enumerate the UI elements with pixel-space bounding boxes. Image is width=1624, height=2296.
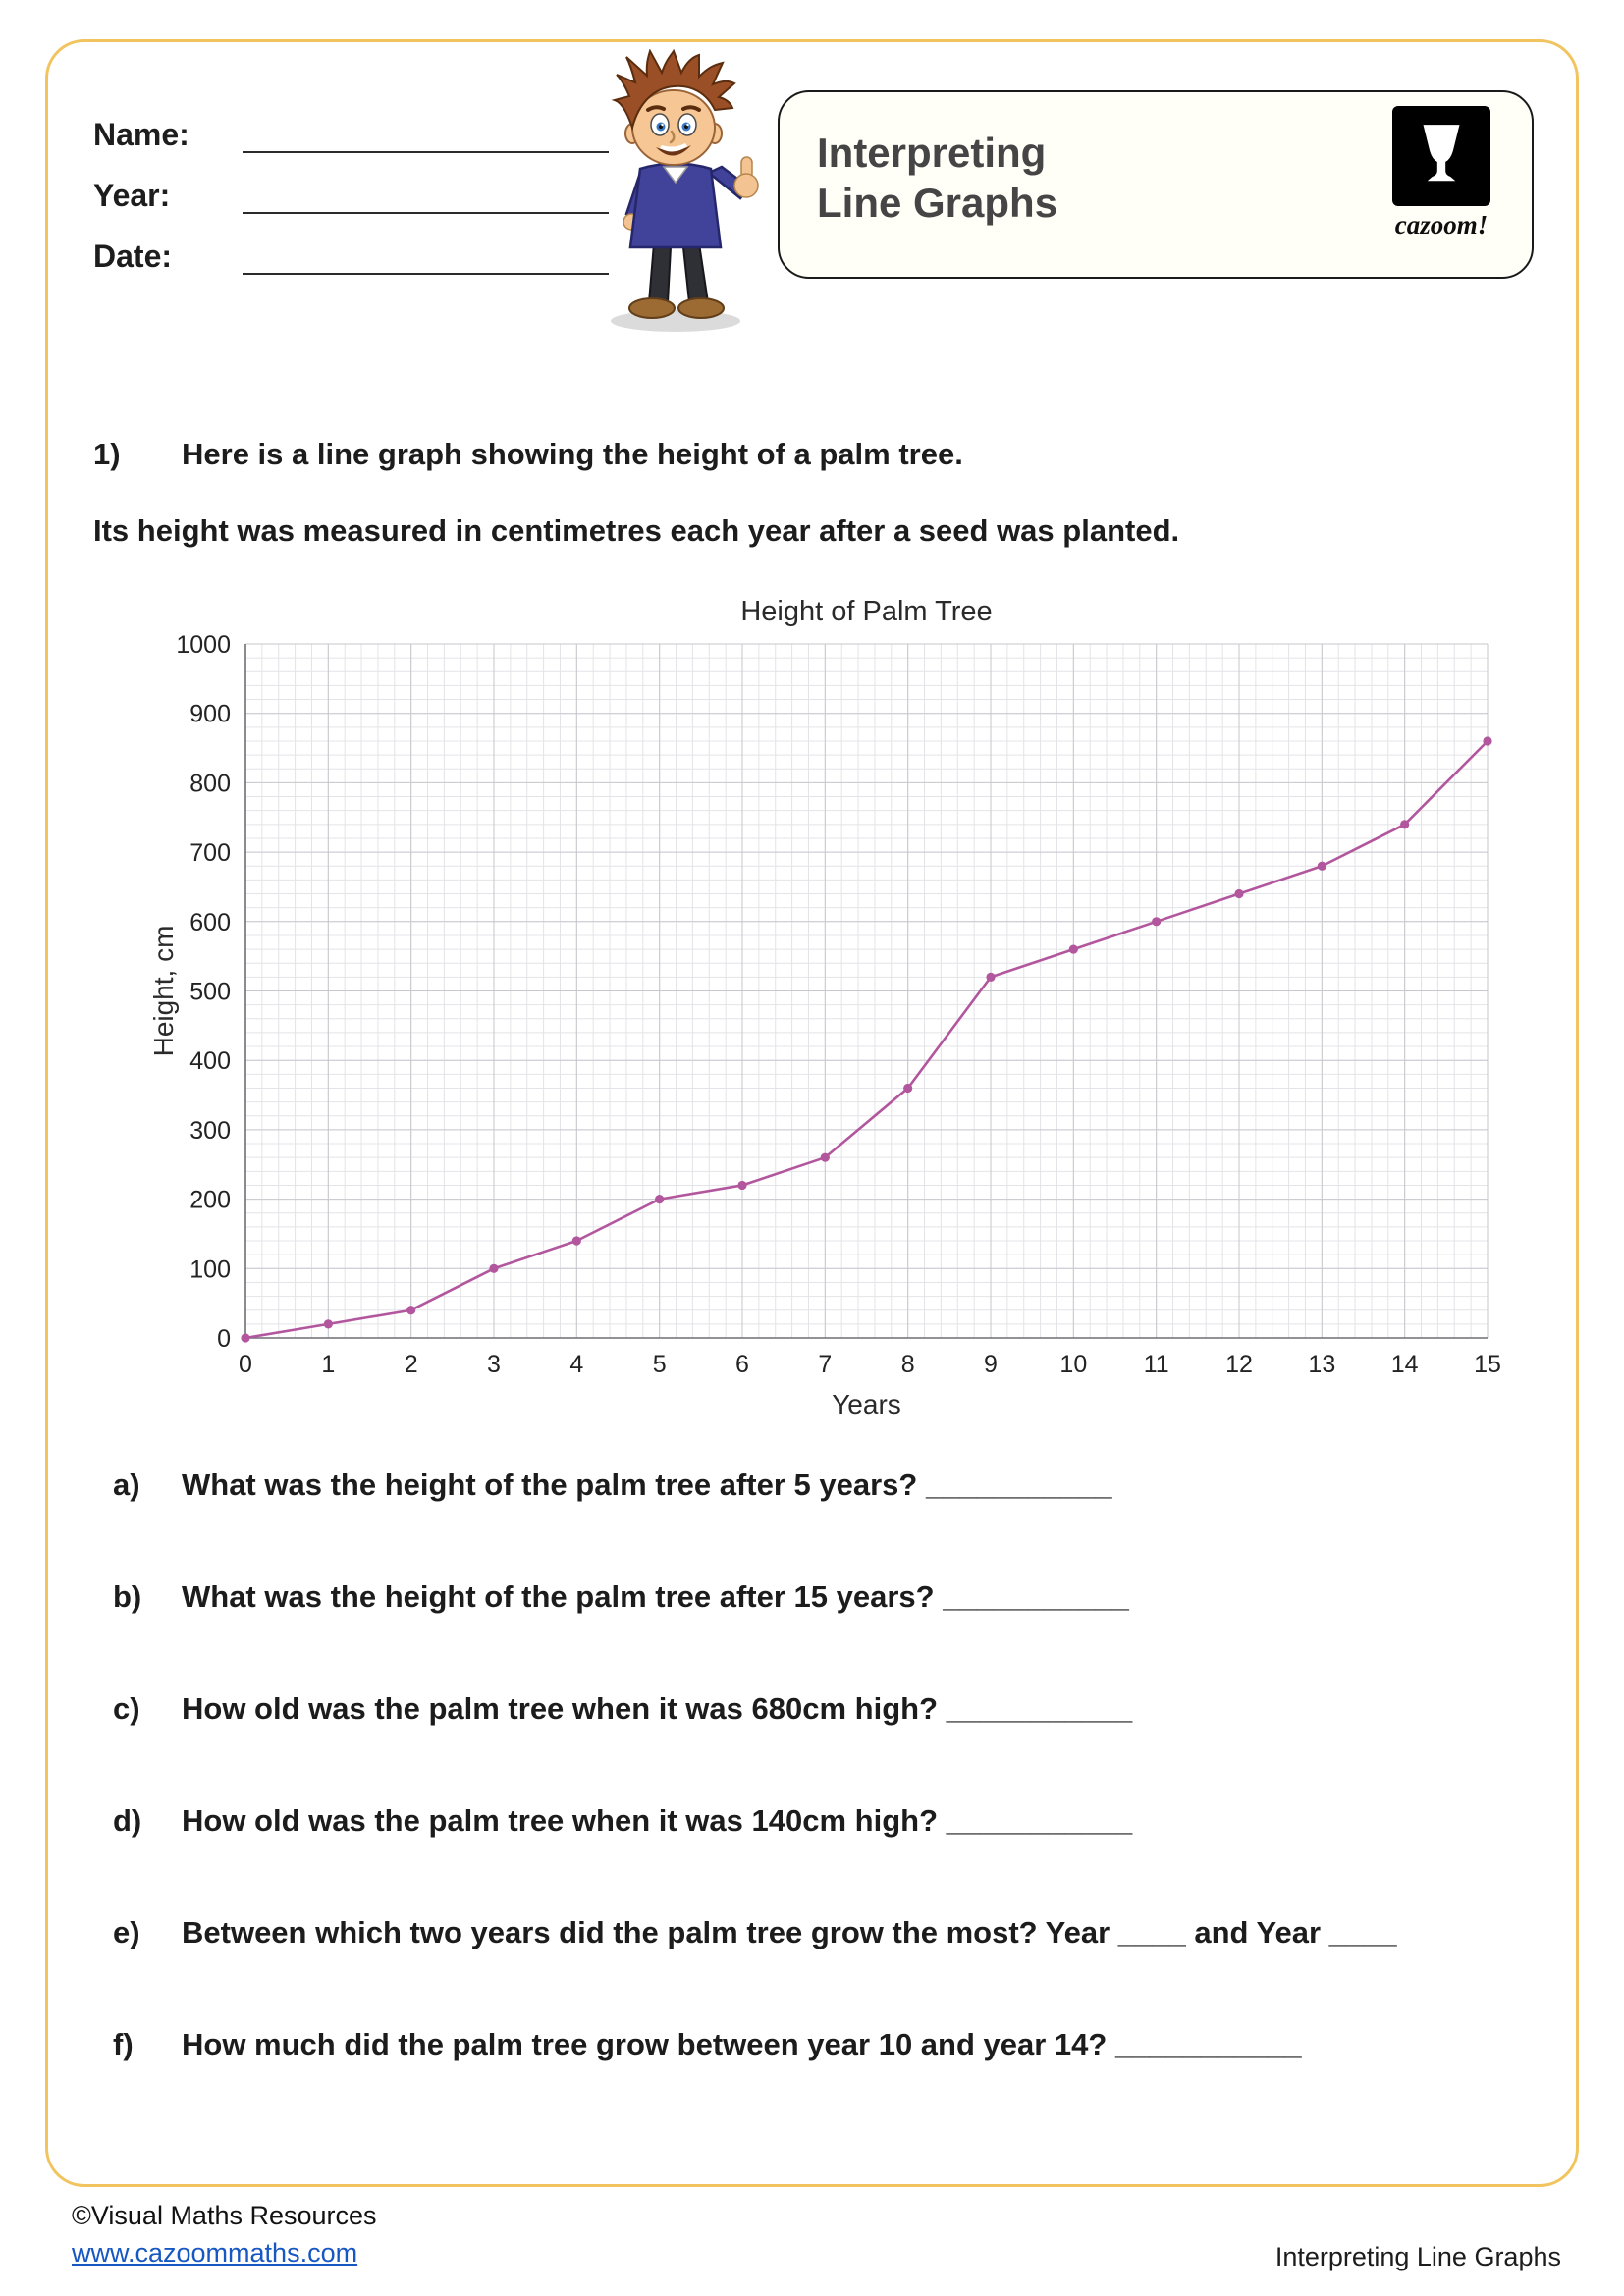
svg-text:7: 7: [818, 1351, 833, 1378]
question-d: [113, 1800, 1537, 1842]
svg-text:Height of Palm Tree: Height of Palm Tree: [740, 596, 993, 627]
date-blank-line: [243, 240, 609, 275]
question-f: [113, 2024, 1537, 2065]
svg-text:9: 9: [984, 1351, 998, 1378]
question-c-label: c): [113, 1691, 140, 1726]
cazoom-logo-text: cazoom!: [1394, 210, 1489, 240]
svg-text:14: 14: [1390, 1351, 1419, 1378]
svg-text:900: 900: [189, 700, 231, 728]
question-b-text: What was the height of the palm tree after 15 years? ___________: [182, 1579, 1129, 1614]
date-label: Date:: [93, 239, 173, 274]
shoe: [678, 298, 724, 318]
svg-text:300: 300: [189, 1116, 231, 1145]
question-1-number: 1): [93, 437, 121, 471]
chart-container: [147, 587, 1542, 1433]
question-f-label: f): [113, 2027, 134, 2061]
copyright-text: ©Visual Maths Resources: [72, 2201, 377, 2230]
svg-text:4: 4: [569, 1351, 584, 1378]
svg-text:600: 600: [189, 908, 231, 936]
svg-text:5: 5: [652, 1351, 667, 1378]
svg-text:12: 12: [1225, 1351, 1253, 1378]
svg-text:800: 800: [189, 770, 231, 798]
svg-text:200: 200: [189, 1186, 231, 1214]
name-field: [93, 110, 609, 153]
svg-text:13: 13: [1308, 1351, 1336, 1378]
cazoom-logo-box: [1392, 106, 1490, 206]
question-c-text: How old was the palm tree when it was 680cm high? ___________: [182, 1691, 1133, 1726]
website-link[interactable]: www.cazoommaths.com: [72, 2238, 358, 2268]
question-f-text: How much did the palm tree grow between year 10 and year 14? ___________: [182, 2027, 1302, 2061]
student-fields: [93, 110, 609, 293]
cazoom-logo: [1380, 106, 1502, 240]
svg-text:700: 700: [189, 839, 231, 868]
svg-text:11: 11: [1143, 1351, 1169, 1378]
question-1-text: Here is a line graph showing the height of a palm tree.: [182, 437, 963, 471]
footer-left: [72, 2201, 377, 2269]
worksheet-title-box: [778, 90, 1534, 279]
svg-text:10: 10: [1059, 1351, 1088, 1378]
svg-text:100: 100: [189, 1255, 231, 1284]
shoe: [629, 298, 675, 318]
svg-text:3: 3: [487, 1351, 501, 1378]
svg-text:Years: Years: [832, 1389, 901, 1419]
svg-text:2: 2: [404, 1351, 418, 1378]
worksheet-title: [817, 128, 1057, 228]
svg-text:500: 500: [189, 978, 231, 1006]
date-field: [93, 232, 609, 275]
svg-text:0: 0: [217, 1325, 231, 1353]
svg-text:Height, cm: Height, cm: [148, 925, 179, 1057]
year-label: Year:: [93, 178, 171, 213]
question-d-label: d): [113, 1803, 142, 1838]
cartoon-boy-svg: [577, 49, 774, 339]
year-blank-line: [243, 179, 609, 214]
year-field: [93, 171, 609, 214]
svg-text:1: 1: [321, 1351, 336, 1378]
question-b: [113, 1576, 1537, 1618]
svg-text:0: 0: [239, 1351, 252, 1378]
cartoon-boy-illustration: [577, 49, 774, 339]
name-blank-line: [243, 118, 609, 153]
line-chart: [147, 587, 1542, 1433]
svg-text:400: 400: [189, 1047, 231, 1076]
svg-text:8: 8: [900, 1351, 915, 1378]
svg-text:15: 15: [1474, 1351, 1501, 1378]
question-a: [113, 1465, 1537, 1506]
svg-text:1000: 1000: [176, 631, 231, 659]
question-d-text: How old was the palm tree when it was 140cm high? ___________: [182, 1803, 1133, 1838]
question-e-label: e): [113, 1915, 140, 1949]
question-e-text: Between which two years did the palm tree grow the most? Year ____ and Year ____: [182, 1915, 1397, 1949]
footer-doc-title: Interpreting Line Graphs: [1274, 2242, 1561, 2271]
worksheet-title-line1: Interpreting: [817, 130, 1047, 176]
question-e: [113, 1912, 1537, 1953]
worksheet-title-line2: Line Graphs: [817, 180, 1058, 227]
question-c: [113, 1688, 1537, 1730]
goblet-icon: [1400, 115, 1483, 197]
question-a-label: a): [113, 1468, 140, 1502]
question-a-text: What was the height of the palm tree after 5 years? ___________: [182, 1468, 1112, 1502]
question-1-subtext: Its height was measured in centimetres each year after a seed was planted.: [93, 513, 1180, 548]
name-label: Name:: [93, 117, 189, 152]
svg-text:6: 6: [735, 1351, 749, 1378]
question-list: [113, 1465, 1537, 2136]
question-1-intro: [93, 437, 963, 472]
question-b-label: b): [113, 1579, 142, 1614]
